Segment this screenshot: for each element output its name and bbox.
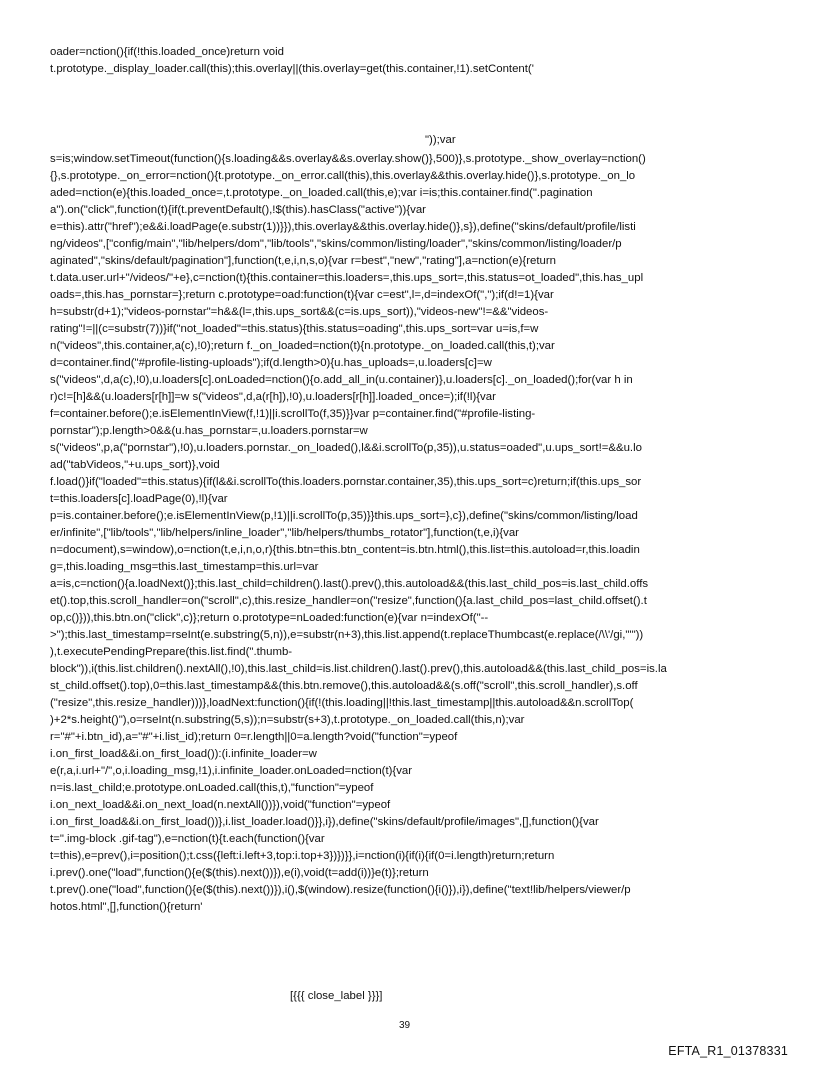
code-line: i.on_first_load&&i.on_first_load())},i.list_loader.load()}},i}),define("skins/default/profile/images",[],function(){var	[50, 816, 599, 828]
code-line: i.prev().one("load",function(){e($(this).next())}),e(i),void(t=add(i))}e(t)};return	[50, 867, 429, 879]
code-line: t=this.loaders[c].loadPage(0),!l){var	[50, 493, 228, 505]
code-line: ("resize",this.resize_handler)))},loadNext:function(){if(!(this.loading||!this.last_timestamp||this.autoload&&n.scrollTop(	[50, 697, 634, 709]
code-line: rating"!=||(c=substr(7))}if("not_loaded"=this.status){this.status=oading",this.ups_sort=var u=is,f=w	[50, 323, 539, 335]
code-line: f.load()}if("loaded"=this.status){if(l&&i.scrollTo(this.loaders.pornstar.container,35),this.ups_sort=c)return;if(this.ups_sor	[50, 476, 642, 488]
code-line: aginated","skins/default/pagination"],function(t,e,i,n,s,o){var r=best","new","rating"],a=nction(e){return	[50, 255, 556, 267]
code-line: s=is;window.setTimeout(function(){s.loading&&s.overlay&&s.overlay.show()},500)},s.prototype._show_overlay=nction()	[50, 153, 646, 165]
code-line: a=is,c=nction(){a.loadNext()};this.last_child=children().last().prev(),this.autoload&&(this.last_child_pos=is.last_child.offs	[50, 578, 649, 590]
code-line: n=document),s=window),o=nction(t,e,i,n,o,r){this.btn=this.btn_content=is.btn.html(),this.list=this.autoload=r,this.loadin	[50, 544, 640, 556]
code-line: er/infinite",["lib/tools","lib/helpers/inline_loader","lib/helpers/thumbs_rotator"],function(t,e,i){var	[50, 527, 519, 539]
code-line: h=substr(d+1);"videos-pornstar"=h&&(l=,this.ups_sort&&(c=is.ups_sort)),"videos-new"!=&&"videos-	[50, 306, 549, 318]
code-line: f=container.before();e.isElementInView(f,!1)||i.scrollTo(f,35)}}var p=container.find("#profile-listing-	[50, 408, 536, 420]
code-line: t.prev().one("load",function(){e($(this).next())}),i(),$(window).resize(function(){i()}),i}),define("text!lib/helpers/viewer/p	[50, 884, 631, 896]
code-line: ng/videos",["config/main","lib/helpers/dom","lib/tools","skins/common/listing/loader","skins/common/listing/loader/p	[50, 238, 622, 250]
code-line: ),t.executePendingPrepare(this.list.find(".thumb-	[50, 646, 293, 658]
code-line: d=container.find("#profile-listing-uploads");if(d.length>0){u.has_uploads=,u.loaders[c]=w	[50, 357, 492, 369]
code-line: t=".img-block .gif-tag"),e=nction(t){t.each(function(){var	[50, 833, 325, 845]
code-line: s("videos",d,a(c),!0),u.loaders[c].onLoaded=nction(){o.add_all_in(u.container)},u.loaders[c]._on_loaded();for(var h in	[50, 374, 633, 386]
code-line: t=this),e=prev(),i=position();t.css({left:i.left+3,top:i.top+3})})}},i=nction(i){if(i){if(0=i.length)return;return	[50, 850, 555, 862]
code-line: op,c()})),this.btn.on("click",c)};return o.prototype=nLoaded:function(e){var n=indexOf("--	[50, 612, 489, 624]
code-line: >");this.last_timestamp=rseInt(e.substring(5,n)),e=substr(n+3),this.list.append(t.replaceThumbcast(e.replace(/\\'/gi,"'"))	[50, 629, 644, 641]
code-line: i.on_first_load&&i.on_first_load()):(i.infinite_loader=w	[50, 748, 317, 760]
code-line: n("videos",this.container,a(c),!0);return f._on_loaded=nction(t){n.prototype._on_loaded.call(this,t);var	[50, 340, 555, 352]
page-number: 39	[399, 1020, 411, 1031]
code-line: st_child.offset().top),0=this.last_timestamp&&(this.btn.remove(),this.autoload&&(s.off("scroll",this.scroll_handler),s.off	[50, 680, 638, 692]
code-line: a").on("click",function(t){if(t.preventDefault(),!$(this).hasClass("active")){var	[50, 204, 426, 216]
code-line: e(r,a,i.url+"/",o,i.loading_msg,!1),i.infinite_loader.onLoaded=nction(t){var	[50, 765, 413, 777]
code-line: r="#"+i.btn_id),a="#"+i.list_id);return 0=r.length||0=a.length?void("function"=ypeof	[50, 731, 458, 743]
code-line: s("videos",p,a("pornstar"),!0),u.loaders.pornstar._on_loaded(),l&&i.scrollTo(p,35)),u.status=oaded",u.ups_sort!=&&u.lo	[50, 442, 642, 454]
code-line: et().top,this.scroll_handler=on("scroll",c),this.resize_handler=on("resize",function(){a.last_child_pos=last_child.offset().t	[50, 595, 647, 607]
document-id: EFTA_R1_01378331	[668, 1044, 788, 1058]
code-line: oads=,this.has_pornstar=};return c.prototype=oad:function(t){var c=est",l=,d=indexOf(",");if(d!=1){var	[50, 289, 554, 301]
close-label-template: [{{{ close_label }}}]	[290, 990, 383, 1002]
code-line: aded=nction(e){this.loaded_once=,t.prototype._on_loaded.call(this,e);var i=is;this.container.find(".pagination	[50, 187, 593, 199]
code-line: block")),i(this.list.children().nextAll(),!0),this.last_child=is.list.children().last().prev(),this.autoload&&(this.last_child_pos=is.la	[50, 663, 667, 675]
code-line: n=is.last_child;e.prototype.onLoaded.call(this,t),"function"=ypeof	[50, 782, 374, 794]
code-line: ad("tabVideos,"+u.ups_sort)},void	[50, 459, 220, 471]
code-line: t.data.user.url+"/videos/"+e},c=nction(t){this.container=this.loaders=,this.ups_sort=,this.status=ot_loaded",this.has_upl	[50, 272, 644, 284]
code-line: r)c!=[h]&&(u.loaders[r[h]]=w s("videos",d,a(r[h]),!0),u.loaders[r[h]].loaded_once=);if(!l){var	[50, 391, 496, 403]
code-line: )+2*s.height()"),o=rseInt(n.substring(5,s));n=substr(s+3),t.prototype._on_loaded.call(this,n);var	[50, 714, 525, 726]
code-line: oader=nction(){if(!this.loaded_once)return void	[50, 46, 284, 58]
code-line: hotos.html",[],function(){return'	[50, 901, 203, 913]
code-block-main	[50, 151, 794, 916]
code-line: {},s.prototype._on_error=nction(){t.prototype._on_error.call(this),this.overlay&&this.overlay.hide()},s.prototype._on_lo	[50, 170, 636, 182]
code-line: e=this).attr("href");e&&i.loadPage(e.substr(1))}}),this.overlay&&this.overlay.hide()},s}),define("skins/default/profile/listi	[50, 221, 636, 233]
code-fragment: "));var	[425, 134, 456, 146]
code-line: g=,this.loading_msg=this.last_timestamp=this.url=var	[50, 561, 319, 573]
code-line: t.prototype._display_loader.call(this);this.overlay||(this.overlay=get(this.container,!1).setContent('	[50, 63, 534, 75]
code-block-top	[50, 44, 794, 78]
code-line: pornstar");p.length>0&&(u.has_pornstar=,u.loaders.pornstar=w	[50, 425, 368, 437]
code-line: i.on_next_load&&i.on_next_load(n.nextAll())}),void("function"=ypeof	[50, 799, 391, 811]
code-line: p=is.container.before();e.isElementInView(p,!1)||i.scrollTo(p,35)}}this.ups_sort=},c}),define("skins/common/listing/load	[50, 510, 638, 522]
